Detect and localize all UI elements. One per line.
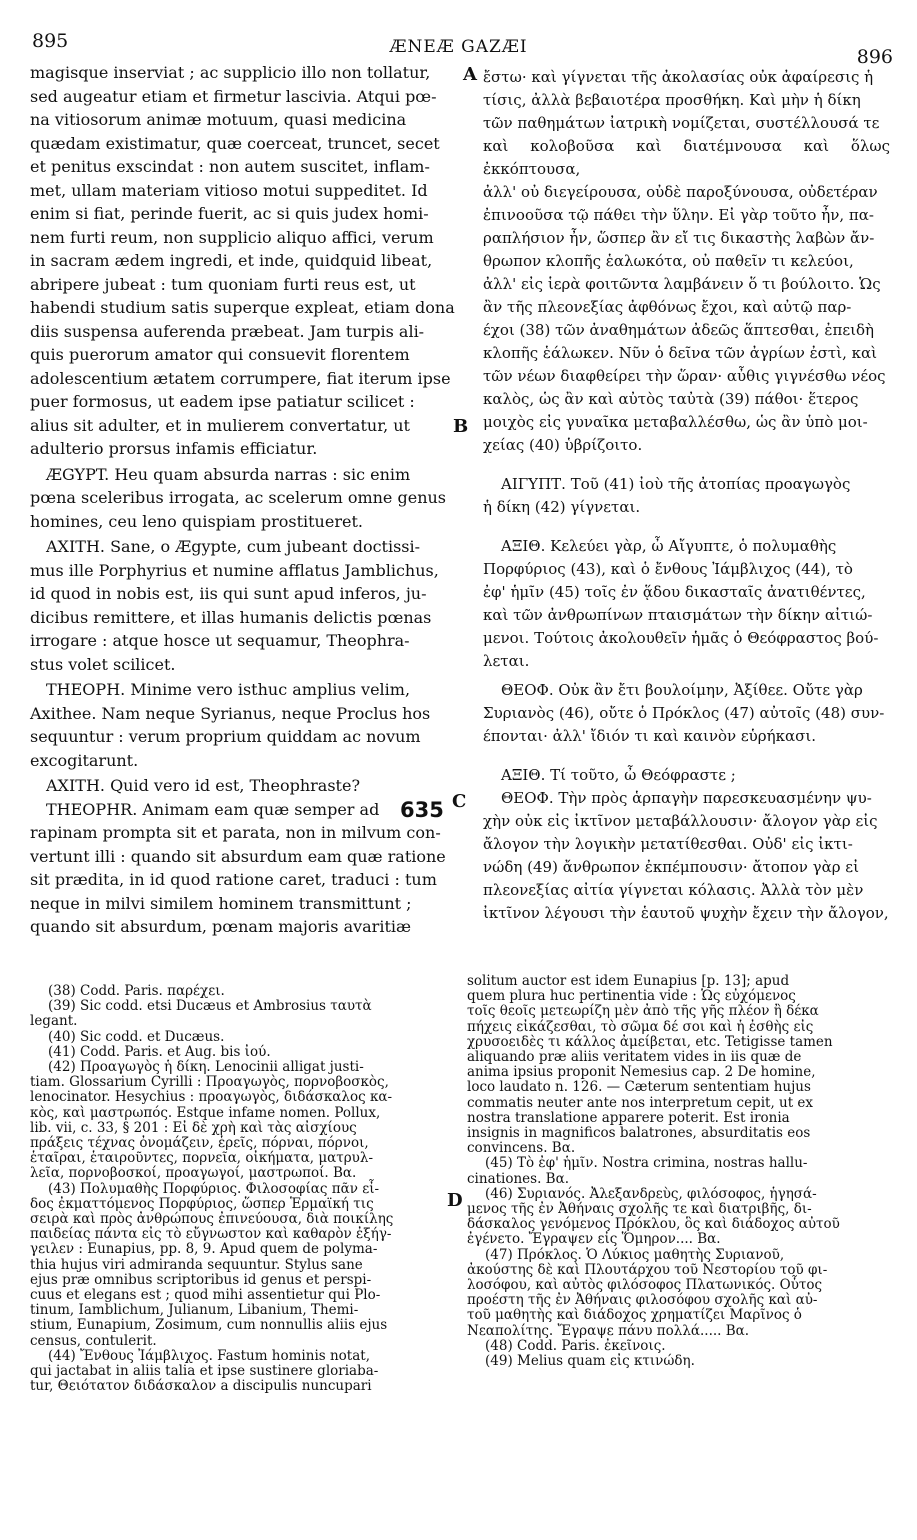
latin-line: diis suspensa auferenda præbeat. Jam turpis ali- (30, 321, 425, 341)
latin-line: nem furti reum, non supplicio aliquo affici, verum (30, 227, 434, 247)
footnote-line: cinationes. Bα. (467, 1170, 570, 1187)
footnote-line: lib. vii, c. 33, § 201 : Εἰ δὲ χρὴ καὶ τὰς αἰσχίους (30, 1119, 357, 1136)
footnote-line: ἀκούστης δὲ καὶ Πλουτάρχου τοῦ Νεστορίου τοῦ φι- (467, 1261, 828, 1278)
footnote-line: (39) Sic codd. etsi Ducæus et Ambrosius ταυτὰ (48, 998, 372, 1015)
latin-line: quædam existimatur, quæ coerceat, truncet, secet (30, 133, 440, 153)
greek-line: χὴν οὐκ εἰς ἰκτῖνον μεταβάλλουσιν· ἄλογον γὰρ εἰς (483, 812, 878, 830)
footnote-line: cuus et elegans est ; quod mihi assentietur qui Plo- (30, 1287, 381, 1304)
footnote-line: (45) Τὸ ἐφ' ἡμῖν. Nostra crimina, nostras hallu- (485, 1155, 808, 1172)
greek-line: ἔστω· καὶ γίγνεται τῆς ἀκολασίας οὐκ ἀφαίρεσις ἡ (483, 68, 874, 86)
line-number-marker: 635 (400, 798, 444, 822)
greek-line: πλεονεξίας αἰτία γίγνεται κόλασις. Ἀλλὰ τὸν μὲν (483, 881, 864, 899)
footnote-line: ἑταῖραι, ἑταιροῦντες, πορνεῖα, οἰκήματα, ματρυλ- (30, 1150, 374, 1167)
greek-line: ραπλήσιον ἦν, ὥσπερ ἂν εἴ τις δικαστὴς λαβὼν ἄν- (483, 229, 875, 247)
footnote-line: λοσόφου, καὶ αὐτὸς φιλόσοφος Πλατωνικός. Οὗτος (467, 1277, 823, 1294)
margin-letter-c: C (452, 791, 467, 812)
footnote-line: μενος τῆς ἐν Ἀθήναις σχολῆς τε καὶ διατριβῆς, δι- (467, 1201, 812, 1218)
greek-line: καλὸς, ὡς ἂν καὶ αὐτὸς ταὐτὰ (39) πάθοι· ἕτερος (483, 390, 859, 408)
running-head: ÆNEÆ GAZÆI (389, 37, 528, 57)
footnote-line: (42) Προαγωγὸς ἡ δίκη. Lenocinii alligat justi- (48, 1059, 364, 1076)
footnote-line: (46) Συριανός. Ἀλεξανδρεὺς, φιλόσοφος, ἡγησά- (485, 1185, 817, 1202)
page-number-right: 896 (856, 46, 893, 68)
latin-line: abripere jubeat : tum quoniam furti reus est, ut (30, 274, 416, 294)
greek-line: τῶν παθημάτων ἰατρικὴ νομίζεται, συστέλλουσά τε (483, 114, 880, 132)
greek-line: Συριανὸς (46), οὔτε ὁ Πρόκλος (47) αὐτοῖς (48) συν- (483, 704, 885, 722)
footnotes-right (467, 974, 907, 1369)
footnote-line: solitum auctor est idem Eunapius [p. 13]; apud (467, 973, 790, 989)
latin-line: pœna sceleribus irrogata, ac scelerum omne genus (30, 488, 447, 507)
latin-line: alius sit adulter, et in mulierem convertatur, ut (30, 415, 410, 435)
footnote-line: ἐγένετο. Ἔγραψεν εἰς Ὅμηρον.... Bα. (467, 1231, 721, 1248)
greek-speaker-theoph: ΘΕΟΦ. Τὴν πρὸς ἁρπαγὴν παρεσκευασμένην ψυ- (501, 789, 872, 807)
latin-line: sit prædita, in id quod ratione caret, traduci : tum (30, 870, 437, 889)
greek-line: ἀλλ' οὐ διεγείρουσα, οὐδὲ παροξύνουσα, οὐδετέραν (483, 183, 878, 201)
footnote-line: λεῖα, πορνοβοσκοί, προαγωγοί, μαστρωποί. Bα. (30, 1165, 357, 1182)
footnotes-left (30, 984, 460, 1394)
footnote-line: προέστη τῆς ἐν Ἀθήναις φιλοσόφου σχολῆς καὶ αὐ- (467, 1292, 818, 1309)
footnote-line: census, contulerit. (30, 1332, 157, 1349)
latin-line: neque in milvi similem hominem transmittunt ; (30, 893, 412, 913)
greek-line: ἐπινοοῦσα τῷ πάθει τὴν ὕλην. Εἰ γὰρ τοῦτο ἦν, πα- (483, 206, 874, 224)
footnote-line: (38) Codd. Paris. παρέχει. (48, 983, 225, 999)
greek-line: χείας (40) ὑβρίζοιτο. (483, 436, 643, 454)
footnote-line: γειλεν : Eunapius, pp. 8, 9. Apud quem de polyma- (30, 1241, 378, 1258)
greek-line: μοιχὸς εἰς γυναῖκα μεταβαλλέσθω, ὡς ἂν ὑπὸ μοι- (483, 413, 868, 431)
footnote-line: anima ipsius proponit Nemesius cap. 2 De homine, (467, 1064, 816, 1081)
footnote-line: κὸς, καὶ μαστρωπός. Estque infame nomen. Pollux, (30, 1104, 381, 1121)
footnote-line: (47) Πρόκλος. Ὁ Λύκιος μαθητὴς Συριανοῦ, (485, 1246, 785, 1263)
latin-line: irrogare : atque hosce ut sequamur, Theophra- (30, 631, 410, 650)
greek-speaker-aigypt: ΑΙΓΥΠΤ. Τοῦ (41) ἰοὺ τῆς ἀτοπίας προαγωγὸς (501, 475, 851, 493)
footnote-line: insignis in magnificos balatrones, absurditatis eos (467, 1125, 811, 1142)
footnote-line: legant. (30, 1013, 78, 1030)
latin-line: quis puerorum amator qui consuevit florentem (30, 345, 410, 364)
footnote-line: loco laudato n. 126. — Cæterum sententiam hujus (467, 1079, 811, 1096)
latin-line: dicibus remittere, et illas humanis delictis pœnas (30, 607, 432, 627)
speaker-line-theoph: THEOPH. Minime vero isthuc amplius velim, (46, 680, 411, 699)
footnote-line: τοῖς θεοῖς μετεωρίζη μὲν ἀπὸ τῆς γῆς πλέον ἢ δέκα (467, 1003, 819, 1020)
greek-line: λεται. (483, 652, 530, 670)
latin-line: homines, ceu leno quispiam prostitueret. (30, 511, 363, 531)
margin-letter-a: A (463, 64, 477, 85)
footnote-line: (43) Πολυμαθὴς Πορφύριος. Φιλοσοφίας πᾶν εἶ- (48, 1180, 380, 1197)
latin-line: rapinam prompta sit et parata, non in milvum con- (30, 823, 441, 842)
footnote-line: nostra translatione apparere poterit. Est ironia (467, 1109, 790, 1126)
latin-line: et penitus exscindat : non autem suscitet, inflam- (30, 157, 430, 176)
footnote-line: tur, Θειότατον διδάσκαλον a discipulis nuncupari (30, 1378, 372, 1395)
greek-line: κλοπῆς ἑάλωκεν. Νῦν ὁ δεῖνα τῶν ἀγρίων ἐστὶ, καὶ (483, 344, 877, 362)
footnote-line: (48) Codd. Paris. ἐκεῖνοις. (485, 1337, 666, 1354)
latin-line: na vitiosorum animæ motuum, quasi medicina (30, 110, 407, 129)
latin-line: id quod in nobis est, iis qui sunt apud inferos, ju- (30, 584, 427, 603)
latin-line: vertunt illi : quando sit absurdum eam quæ ratione (30, 846, 446, 866)
greek-line: μενοι. Τούτοις ἀκολουθεῖν ἡμᾶς ὁ Θεόφραστος βού- (483, 629, 879, 647)
footnote-line: tinum, Iamblichum, Julianum, Libanium, Themi- (30, 1302, 359, 1319)
footnote-line: (49) Melius quam εἰς κτινώδη. (485, 1353, 695, 1370)
footnote-line: Νεαπολίτης. Ἔγραψε πάνυ πολλά..... Bα. (467, 1322, 750, 1339)
greek-line: έχοι (38) τῶν ἀναθημάτων ἀδεῶς ἅπτεσθαι, ἐπειδὴ (483, 321, 874, 339)
greek-line: Πορφύριος (43), καὶ ὁ ἔνθους Ἰάμβλιχος (44), τὸ (483, 560, 853, 578)
greek-line: έπονται· ἀλλ' ἴδιόν τι καὶ καινὸν εὑρήκασι. (483, 727, 816, 745)
greek-line: ἀλλ' εἰς ἱερὰ φοιτῶντα λαμβάνειν ὅ τι βούλοιτο. Ὡς (483, 275, 881, 293)
margin-letter-b: B (453, 416, 469, 437)
greek-line: θρωπον κλοπῆς ἑαλωκότα, οὐ παθεῖν τι κελεύοι, (483, 252, 854, 270)
latin-line: sed augeatur etiam et firmetur lascivia. Atqui pœ- (30, 86, 437, 106)
footnote-line: qui jactabat in aliis talia et ipse sustinere gloriaba- (30, 1363, 379, 1380)
footnote-line: convincens. Bα. (467, 1140, 576, 1157)
greek-column (483, 66, 890, 925)
footnote-line: (40) Sic codd. et Ducæus. (48, 1028, 225, 1045)
footnote-line: tiam. Glossarium Cyrilli : Προαγωγὸς, πορνοβοσκὸς, (30, 1074, 389, 1091)
footnote-line: παιδείας πάντα εἰς τὸ εὔγνωστον καὶ καθαρὸν ἐξήγ- (30, 1226, 392, 1243)
footnote-line: lenocinator. Hesychius : προαγωγὸς, διδάσκαλος κα- (30, 1089, 393, 1106)
speaker-line-aegypt: ÆGYPT. Heu quam absurda narras : sic enim (46, 464, 411, 484)
latin-line: adulterio prorsus infamis efficiatur. (30, 439, 318, 458)
footnote-line: (44) Ἔνθους Ἰάμβλιχος. Fastum hominis notat, (48, 1347, 370, 1364)
latin-line: Axithee. Nam neque Syrianus, neque Proclus hos (30, 703, 431, 723)
footnote-line: δάσκαλος γενόμενος Πρόκλου, ὃς καὶ διάδοχος αὐτοῦ (467, 1216, 840, 1233)
greek-line: ἄλογον τὴν λογικὴν μετατίθεσθαι. Οὐδ' εἰς ἰκτι- (483, 835, 853, 853)
speaker-line-theophr: THEOPHR. Animam eam quæ semper ad (46, 799, 380, 819)
footnote-line: commatis neuter ante nos interpretum cepit, ut ex (467, 1094, 814, 1111)
latin-line: met, ullam materiam vitioso motui suppeditet. Id (30, 180, 428, 200)
greek-line: τῶν νέων διαφθείρει τὴν ὥραν· αὖθις γιγνέσθω νέος (483, 367, 886, 385)
latin-line: mus ille Porphyrius et numine afflatus Jamblichus, (30, 560, 439, 580)
speaker-line-axith: AXITH. Sane, o Ægypte, cum jubeant doctissi- (46, 537, 421, 556)
latin-line: enim si fiat, perinde fuerit, ac si quis judex homi- (30, 204, 429, 223)
footnote-line: σειρὰ καὶ πρὸς ἀνθρώπους ἐπινεύουσα, διὰ ποικίλης (30, 1211, 394, 1228)
footnote-line: χρυσοειδὲς τι κάλλος ἀμείβεται, etc. Tetigisse tamen (467, 1033, 833, 1050)
greek-line: καὶ τῶν ἀνθρωπίνων πταισμάτων τὴν δίκην αἰτιώ- (483, 606, 873, 624)
latin-line: excogitarunt. (30, 750, 139, 770)
greek-speaker-axith: ΑΞΙΘ. Τί τοῦτο, ὦ Θεόφραστε ; (501, 766, 736, 784)
latin-column (30, 62, 460, 940)
footnote-line: thia hujus viri admiranda sequuntur. Stylus sane (30, 1256, 363, 1273)
greek-line: τίσις, ἀλλὰ βεβαιοτέρα προσθήκη. Καὶ μὴν ἡ δίκη (483, 91, 861, 109)
latin-line: adolescentium ætatem corrumpere, fiat iterum ipse (30, 368, 451, 388)
footnote-line: quem plura huc pertinentia vide : Ὡς εὐχόμενος (467, 988, 796, 1005)
greek-line: ἂν τῆς πλεονεξίας ἀφθόνως ἔχοι, καὶ αὐτῷ παρ- (483, 298, 852, 316)
footnote-line: δος ἐκματτόμενος Πορφύριος, ὥσπερ Ἑρμαϊκή τις (30, 1195, 374, 1212)
footnote-line: stium, Eunapium, Zosimum, cum nonnullis aliis ejus (30, 1317, 388, 1334)
latin-line: quando sit absurdum, pœnam majoris avaritiæ (30, 917, 412, 936)
greek-line: καὶ κολοβοῦσα καὶ διατέμνουσα καὶ ὅλως ἐκκόπτουσα, (483, 137, 890, 178)
latin-line: in sacram ædem ingredi, et inde, quidquid libeat, (30, 251, 433, 270)
greek-line: νώδη (49) ἄνθρωπον ἐκπέμπουσιν· ἄτοπον γὰρ εἰ (483, 858, 859, 876)
speaker-line-axith: AXITH. Quid vero id est, Theophraste? (46, 776, 361, 795)
footnote-line: (41) Codd. Paris. et Aug. bis ἰού. (48, 1043, 271, 1060)
margin-letter-d: D (447, 1190, 463, 1211)
page-number-left: 895 (32, 30, 69, 52)
footnote-line: πράξεις τέχνας ὀνομάζειν, ἑρεῖς, πόρναι, πόρνοι, (30, 1135, 369, 1152)
latin-line: habendi studium satis superque expleat, etiam dona (30, 298, 455, 317)
footnote-line: πήχεις εἰκάζεσθαι, τὸ σῶμα δέ σοι καὶ ἡ ἐσθὴς εἰς (467, 1018, 814, 1035)
latin-line: sequuntur : verum proprium quiddam ac novum (30, 727, 421, 746)
latin-line: puer formosus, ut eadem ipse patiatur scilicet : (30, 392, 415, 411)
footnote-line: aliquando præ aliis veritatem vides in iis quæ de (467, 1049, 802, 1066)
footnote-line: ejus præ omnibus scriptoribus id genus et perspi- (30, 1271, 372, 1288)
greek-line: ἰκτῖνον λέγουσι τὴν ἑαυτοῦ ψυχὴν ἔχειν τὴν ἄλογον, (483, 904, 889, 922)
greek-line: ἐφ' ἡμῖν (45) τοῖς ἐν ᾅδου δικασταῖς ἀνατιθέντες, (483, 583, 866, 601)
latin-line: magisque inserviat ; ac supplicio illo non tollatur, (30, 63, 431, 82)
latin-line: stus volet scilicet. (30, 654, 176, 674)
footnote-line: τοῦ μαθητὴς καὶ διάδοχος χρηματίζει Μαρῖνος ὁ (467, 1307, 802, 1324)
greek-line: ἡ δίκη (42) γίγνεται. (483, 498, 641, 516)
greek-speaker-theoph: ΘΕΟΦ. Οὐκ ἂν ἔτι βουλοίμην, Ἀξίθεε. Οὔτε γὰρ (501, 681, 863, 699)
greek-speaker-axith: ΑΞΙΘ. Κελεύει γὰρ, ὦ Αἴγυπτε, ὁ πολυμαθὴς (501, 537, 837, 555)
